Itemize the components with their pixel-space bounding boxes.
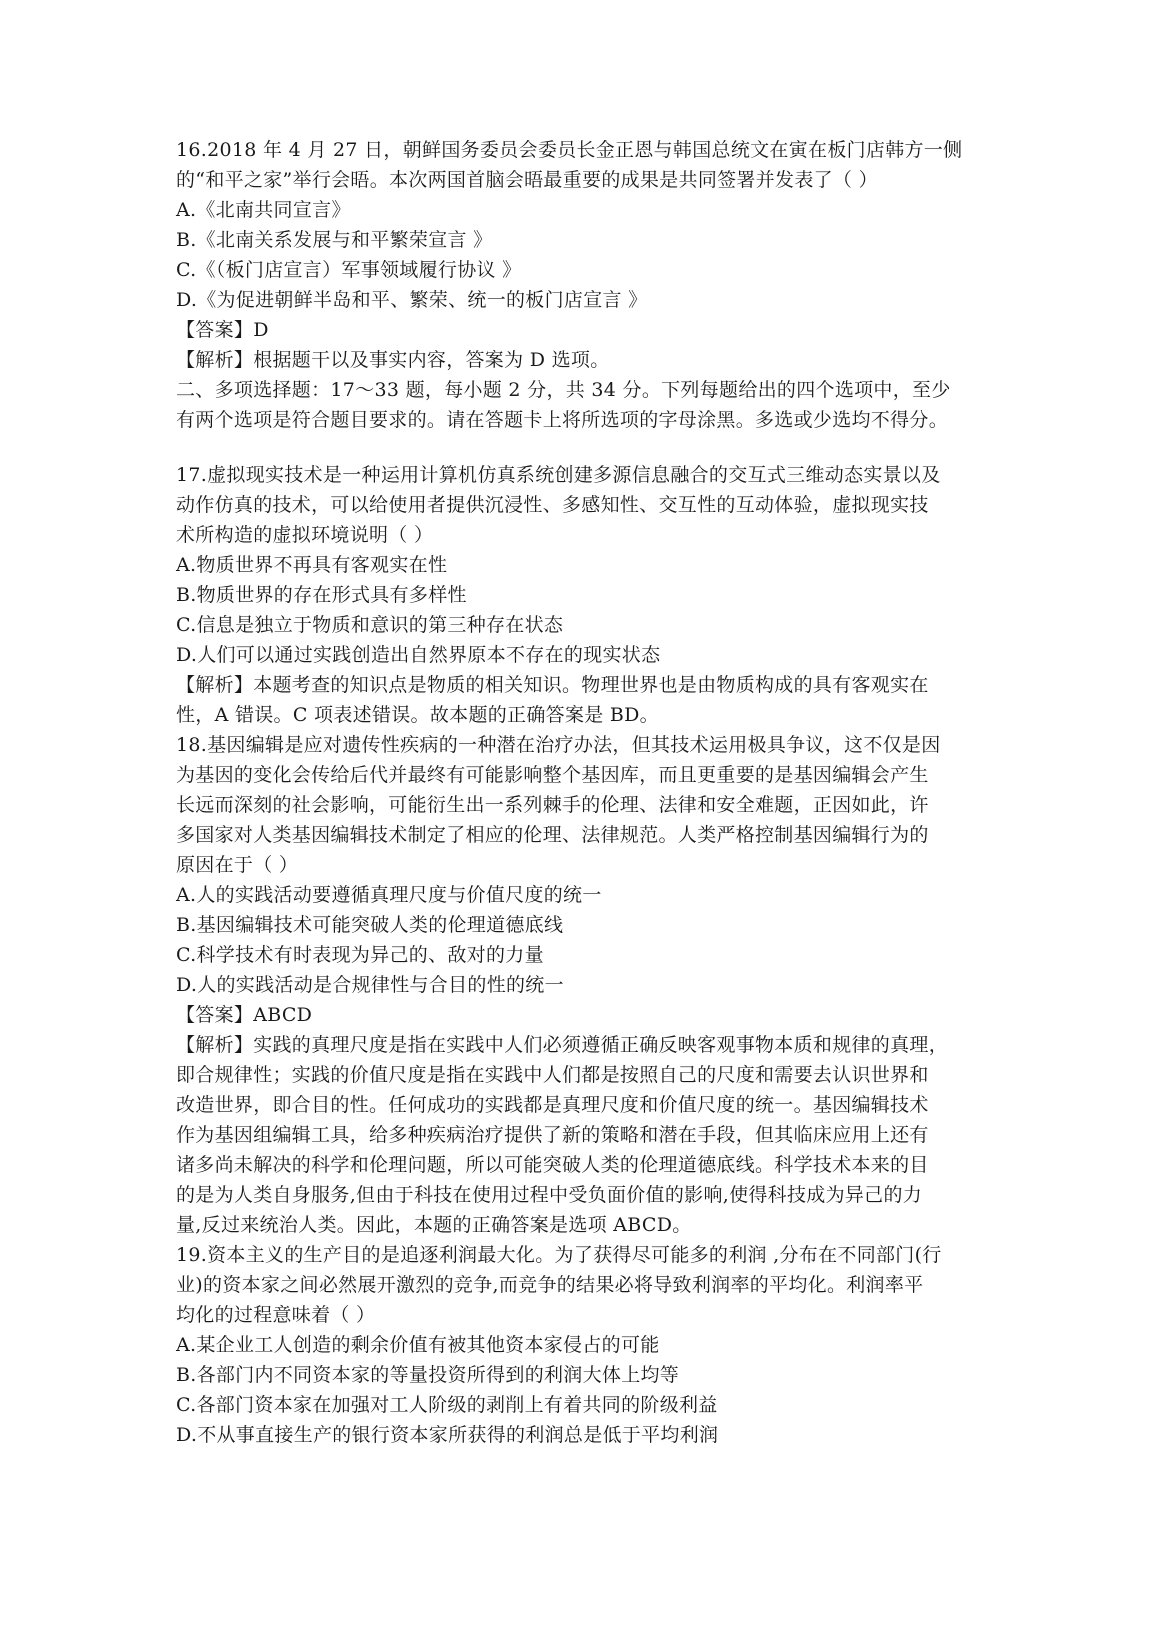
text-line: C.信息是独立于物质和意识的第三种存在状态	[176, 614, 564, 636]
text-line: 【解析】根据题干以及事实内容，答案为 D 选项。	[176, 349, 610, 371]
text-line: 作为基因组编辑工具，给多种疾病治疗提供了新的策略和潜在手段，但其临床应用上还有	[176, 1124, 929, 1146]
text-line: 多国家对人类基因编辑技术制定了相应的伦理、法律规范。人类严格控制基因编辑行为的	[176, 824, 929, 846]
text-line: 业)的资本家之间必然展开激烈的竞争,而竞争的结果必将导致利润率的平均化。利润率平	[176, 1274, 924, 1296]
text-line: A.人的实践活动要遵循真理尺度与价值尺度的统一	[176, 884, 602, 906]
text-line: B.《北南关系发展与和平繁荣宣言 》	[176, 229, 493, 251]
text-line: D.人们可以通过实践创造出自然界原本不存在的现实状态	[176, 644, 661, 666]
text-line: 18.基因编辑是应对遗传性疾病的一种潜在治疗办法，但其技术运用极具争议，这不仅是因	[176, 734, 941, 756]
text-line: 均化的过程意味着（ ）	[176, 1304, 376, 1326]
text-line: 原因在于（ ）	[176, 854, 299, 876]
text-line: D.不从事直接生产的银行资本家所获得的利润总是低于平均利润	[176, 1424, 719, 1446]
text-line: 【解析】本题考查的知识点是物质的相关知识。物理世界也是由物质构成的具有客观实在	[176, 674, 929, 696]
text-line: 动作仿真的技术，可以给使用者提供沉浸性、多感知性、交互性的互动体验，虚拟现实技	[176, 494, 929, 516]
text-line: D.《为促进朝鲜半岛和平、繁荣、统一的板门店宣言 》	[176, 289, 648, 311]
text-line: A.物质世界不再具有客观实在性	[176, 554, 448, 576]
text-line: D.人的实践活动是合规律性与合目的性的统一	[176, 974, 564, 996]
text-line: 二、多项选择题：17～33 题，每小题 2 分，共 34 分。下列每题给出的四个选项中，至少	[176, 379, 951, 401]
text-line: C.《（板门店宣言）军事领域履行协议 》	[176, 259, 522, 281]
text-line: A.《北南共同宣言》	[176, 199, 351, 221]
text-line: 为基因的变化会传给后代并最终有可能影响整个基因库，而且更重要的是基因编辑会产生	[176, 764, 929, 786]
text-line: C.各部门资本家在加强对工人阶级的剥削上有着共同的阶级利益	[176, 1394, 718, 1416]
text-line: 即合规律性；实践的价值尺度是指在实践中人们都是按照自己的尺度和需要去认识世界和	[176, 1064, 929, 1086]
text-line: 的是为人类自身服务,但由于科技在使用过程中受负面价值的影响,使得科技成为异己的力	[176, 1184, 923, 1206]
text-line: 【答案】D	[176, 319, 269, 341]
text-line: 16.2018 年 4 月 27 日，朝鲜国务委员会委员长金正恩与韩国总统文在寅在板门店韩方一侧	[176, 139, 963, 161]
text-line: B.各部门内不同资本家的等量投资所得到的利润大体上均等	[176, 1364, 680, 1386]
text-line: 诸多尚未解决的科学和伦理问题，所以可能突破人类的伦理道德底线。科学技术本来的目	[176, 1154, 929, 1176]
text-line: A.某企业工人创造的剩余价值有被其他资本家侵占的可能	[176, 1334, 660, 1356]
text-line: 性，A 错误。C 项表述错误。故本题的正确答案是 BD。	[176, 704, 659, 726]
text-line: 量,反过来统治人类。因此，本题的正确答案是选项 ABCD。	[176, 1214, 692, 1236]
text-line: 19.资本主义的生产目的是追逐利润最大化。为了获得尽可能多的利润 ,分布在不同部门(行	[176, 1244, 942, 1266]
text-line: 的“和平之家”举行会晤。本次两国首脑会晤最重要的成果是共同签署并发表了（ ）	[176, 169, 878, 191]
text-line: 【答案】ABCD	[176, 1004, 313, 1026]
text-line: 17.虚拟现实技术是一种运用计算机仿真系统创建多源信息融合的交互式三维动态实景以及	[176, 464, 941, 486]
text-line: 【解析】实践的真理尺度是指在实践中人们必须遵循正确反映客观事物本质和规律的真理，	[176, 1034, 949, 1056]
text-line: 有两个选项是符合题目要求的。请在答题卡上将所选项的字母涂黑。多选或少选均不得分。	[176, 409, 949, 431]
text-line: B.物质世界的存在形式具有多样性	[176, 584, 467, 606]
text-line: C.科学技术有时表现为异己的、敌对的力量	[176, 944, 544, 966]
text-line: 改造世界，即合目的性。任何成功的实践都是真理尺度和价值尺度的统一。基因编辑技术	[176, 1094, 929, 1116]
text-line: 长远而深刻的社会影响，可能衍生出一系列棘手的伦理、法律和安全难题，正因如此，许	[176, 794, 929, 816]
text-line: B.基因编辑技术可能突破人类的伦理道德底线	[176, 914, 564, 936]
text-line: 术所构造的虚拟环境说明（ ）	[176, 524, 434, 546]
